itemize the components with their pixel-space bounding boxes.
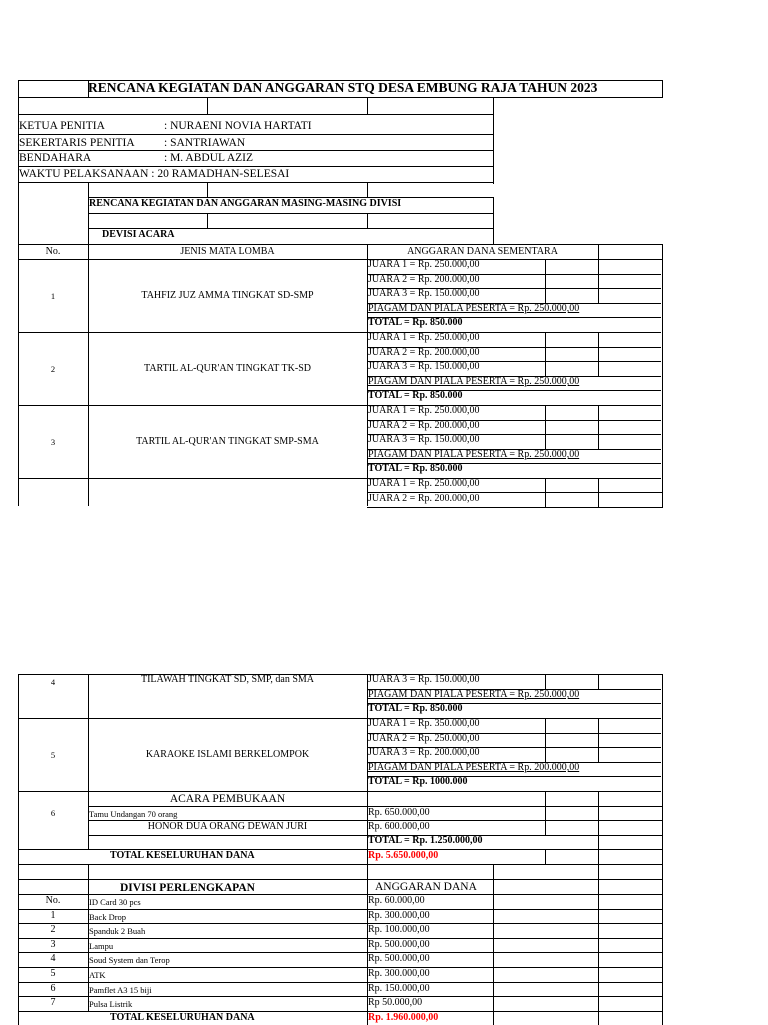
competition-name: TILAWAH TINGKAT SD, SMP, dan SMA: [140, 674, 314, 685]
competition-name: TARTIL AL-QUR'AN TINGKAT SMP-SMA: [136, 436, 319, 447]
grid-line: [662, 332, 663, 348]
item-number: 6: [50, 808, 56, 818]
row-number: 5: [50, 968, 56, 979]
grid-line: [662, 303, 663, 318]
grid-line: [18, 996, 663, 997]
col-header-anggaran-dana: ANGGARAN DANA: [375, 881, 477, 893]
grid-line: [18, 909, 663, 910]
grid-line: [598, 434, 599, 450]
grid-line: [545, 274, 546, 289]
col-header-no: No.: [45, 895, 61, 906]
grid-line: [18, 879, 663, 880]
grid-line: [662, 718, 663, 734]
equipment-value: Rp. 100.000,00: [368, 924, 430, 935]
grid-line: [662, 274, 663, 289]
grid-line: [598, 288, 599, 304]
grid-line: [662, 674, 663, 690]
grid-line: [545, 791, 546, 807]
grid-line: [545, 259, 546, 275]
grid-line: [598, 835, 599, 850]
grid-line: [545, 718, 546, 734]
grid-line: [662, 361, 663, 377]
budget-line: JUARA 3 = Rp. 200.000,00: [368, 747, 480, 758]
budget-line: PIAGAM DAN PIALA PESERTA = Rp. 250.000,00: [368, 449, 580, 460]
grid-line: [598, 332, 599, 348]
equipment-item: Lampu: [89, 941, 114, 951]
grid-line: [545, 347, 546, 362]
item-description: Tamu Undangan 70 orang: [89, 809, 178, 819]
grid-line: [88, 864, 89, 880]
row-number: 4: [50, 953, 56, 964]
grid-line: [662, 806, 663, 821]
budget-line: JUARA 2 = Rp. 200.000,00: [368, 274, 480, 285]
budget-line: PIAGAM DAN PIALA PESERTA = Rp. 250.000,00: [368, 376, 580, 387]
grid-line: [662, 463, 663, 479]
grid-line: [662, 376, 663, 391]
grand-total-value: Rp. 1.960.000,00: [368, 1012, 439, 1023]
grid-line: [545, 420, 546, 435]
equipment-value: Rp. 500.000,00: [368, 939, 430, 950]
grid-line: [598, 849, 599, 865]
grid-line: [598, 791, 599, 807]
budget-line: JUARA 1 = Rp. 250.000,00: [368, 405, 480, 416]
budget-line: PIAGAM DAN PIALA PESERTA = Rp. 250.000,00: [368, 689, 580, 700]
grid-line: [545, 674, 546, 690]
grid-line: [545, 478, 546, 493]
budget-line: TOTAL = Rp. 850.000: [368, 463, 463, 474]
grid-line: [18, 259, 663, 260]
grid-line: [367, 182, 368, 198]
grid-line: [598, 718, 599, 734]
equipment-value: Rp. 300.000,00: [368, 910, 430, 921]
grid-line: [88, 879, 89, 1012]
grid-line: [662, 835, 663, 850]
grid-line: [18, 864, 663, 865]
budget-line: TOTAL = Rp. 1000.000: [368, 776, 468, 787]
grid-line: [18, 938, 663, 939]
grid-line: [662, 864, 663, 880]
equipment-item: Pulsa Listrik: [89, 999, 133, 1009]
section-perlengkapan: DIVISI PERLENGKAPAN: [120, 882, 255, 894]
sekretaris-value: : SANTRIAWAN: [164, 137, 246, 149]
grid-line: [18, 478, 368, 479]
grid-line: [545, 288, 546, 304]
grid-line: [545, 492, 546, 508]
grid-line: [367, 507, 663, 508]
grid-line: [545, 806, 546, 821]
grid-line: [545, 405, 546, 421]
grand-total-label: TOTAL KESELURUHAN DANA: [110, 850, 255, 861]
grid-line: [662, 449, 663, 464]
ketua-label: KETUA PENITIA: [19, 120, 105, 132]
grid-line: [598, 478, 599, 493]
grid-line: [18, 97, 663, 98]
budget-line: Rp. 600.000,00: [368, 821, 430, 832]
equipment-item: Back Drop: [89, 912, 127, 922]
grid-line: [18, 952, 663, 953]
grid-line: [545, 820, 546, 836]
budget-line: JUARA 3 = Rp. 150.000,00: [368, 674, 480, 685]
grid-line: [598, 347, 599, 362]
grid-line: [598, 864, 599, 880]
budget-line: JUARA 2 = Rp. 200.000,00: [368, 420, 480, 431]
grid-line: [662, 791, 663, 807]
grid-line: [598, 806, 599, 821]
grid-line: [18, 894, 663, 895]
budget-line: PIAGAM DAN PIALA PESERTA = Rp. 200.000,00: [368, 762, 580, 773]
grid-line: [88, 213, 494, 214]
budget-line: TOTAL = Rp. 850.000: [368, 390, 463, 401]
equipment-item: ID Card 30 pcs: [89, 897, 141, 907]
grid-line: [662, 405, 663, 421]
grid-line: [662, 288, 663, 304]
grid-line: [662, 849, 663, 865]
grid-line: [598, 361, 599, 377]
budget-line: JUARA 1 = Rp. 250.000,00: [368, 259, 480, 270]
grid-line: [662, 820, 663, 836]
item-total: TOTAL = Rp. 1.250.000,00: [368, 835, 483, 846]
item-number: 3: [50, 437, 56, 447]
grid-line: [662, 689, 663, 704]
grid-line: [367, 97, 368, 115]
equipment-item: Pamflet A3 15 biji: [89, 985, 152, 995]
budget-line: JUARA 2 = Rp. 200.000,00: [368, 493, 480, 504]
grid-line: [662, 317, 663, 333]
equipment-value: Rp. 500.000,00: [368, 953, 430, 964]
grid-line: [662, 244, 663, 260]
row-number: 7: [50, 997, 56, 1008]
grid-line: [18, 967, 663, 968]
grid-line: [367, 864, 368, 880]
item-number: 2: [50, 364, 56, 374]
grid-line: [88, 244, 89, 506]
budget-line: JUARA 3 = Rp. 150.000,00: [368, 288, 480, 299]
grid-line: [18, 923, 663, 924]
equipment-value: Rp. 300.000,00: [368, 968, 430, 979]
grid-line: [493, 97, 494, 184]
competition-name: TAHFIZ JUZ AMMA TINGKAT SD-SMP: [141, 290, 314, 301]
budget-line: JUARA 2 = Rp. 250.000,00: [368, 733, 480, 744]
grid-line: [367, 791, 661, 792]
grid-line: [18, 332, 368, 333]
grid-line: [545, 849, 546, 865]
grid-line: [598, 420, 599, 435]
grid-line: [545, 747, 546, 763]
grid-line: [545, 434, 546, 450]
grid-line: [598, 747, 599, 763]
grid-line: [598, 733, 599, 748]
item-number: 5: [50, 750, 56, 760]
grid-line: [493, 864, 494, 880]
sekretaris-label: SEKERTARIS PENITIA: [19, 137, 135, 149]
ketua-value: : NURAENI NOVIA HARTATI: [164, 120, 312, 132]
equipment-value: Rp. 150.000,00: [368, 983, 430, 994]
grid-line: [662, 80, 663, 98]
row-number: 3: [50, 939, 56, 950]
grid-line: [662, 420, 663, 435]
grid-line: [662, 776, 663, 792]
grid-line: [18, 405, 368, 406]
grid-line: [662, 762, 663, 777]
row-number: 6: [50, 983, 56, 994]
document-title: RENCANA KEGIATAN DAN ANGGARAN STQ DESA EMBUNG RAJA TAHUN 2023: [88, 80, 598, 95]
grid-line: [662, 390, 663, 406]
equipment-value: Rp 50.000,00: [368, 997, 423, 1008]
grid-line: [545, 332, 546, 348]
item-description: HONOR DUA ORANG DEWAN JURI: [147, 821, 308, 832]
waktu-pelaksanaan: WAKTU PELAKSANAAN : 20 RAMADHAN-SELESAI: [19, 168, 290, 180]
grid-line: [367, 849, 368, 865]
grid-line: [662, 347, 663, 362]
equipment-item: Soud System dan Terop: [89, 955, 170, 965]
grid-line: [545, 361, 546, 377]
grid-line: [545, 733, 546, 748]
grid-line: [493, 197, 494, 245]
grand-total-label: TOTAL KESELURUHAN DANA: [110, 1012, 255, 1023]
grid-line: [598, 274, 599, 289]
budget-line: JUARA 3 = Rp. 150.000,00: [368, 361, 480, 372]
competition-name: TARTIL AL-QUR'AN TINGKAT TK-SD: [144, 363, 311, 374]
grid-line: [18, 244, 663, 245]
row-number: 2: [50, 924, 56, 935]
grid-line: [18, 182, 494, 183]
row-number: 1: [50, 910, 56, 921]
grid-line: [207, 97, 208, 115]
section-acara: DEVISI ACARA: [102, 229, 175, 240]
item-number: 4: [50, 677, 56, 687]
grid-line: [662, 478, 663, 493]
grid-line: [598, 259, 599, 275]
budget-line: JUARA 1 = Rp. 250.000,00: [368, 332, 480, 343]
budget-line: JUARA 3 = Rp. 150.000,00: [368, 434, 480, 445]
grid-line: [367, 213, 368, 229]
grid-line: [662, 492, 663, 508]
equipment-value: Rp. 60.000,00: [368, 895, 425, 906]
grid-line: [598, 244, 599, 260]
budget-line: JUARA 1 = Rp. 350.000,00: [368, 718, 480, 729]
col-header-anggaran: ANGGARAN DANA SEMENTARA: [407, 246, 558, 257]
acara-pembukaan-header: ACARA PEMBUKAAN: [169, 793, 286, 805]
grid-line: [598, 405, 599, 421]
grid-line: [598, 492, 599, 508]
grid-line: [662, 259, 663, 275]
grid-line: [662, 703, 663, 719]
subtitle: RENCANA KEGIATAN DAN ANGGARAN MASING-MASING DIVISI: [89, 198, 402, 209]
budget-line: JUARA 1 = Rp. 250.000,00: [368, 478, 480, 489]
grid-line: [662, 733, 663, 748]
col-header-no: No.: [45, 246, 61, 257]
equipment-item: Spanduk 2 Buah: [89, 926, 146, 936]
budget-line: TOTAL = Rp. 850.000: [368, 703, 463, 714]
budget-line: PIAGAM DAN PIALA PESERTA = Rp. 250.000,00: [368, 303, 580, 314]
equipment-item: ATK: [89, 970, 106, 980]
budget-line: Rp. 650.000,00: [368, 807, 430, 818]
grid-line: [598, 674, 599, 690]
competition-name: KARAOKE ISLAMI BERKELOMPOK: [145, 749, 310, 760]
item-number: 1: [50, 291, 56, 301]
grand-total-value: Rp. 5.650.000,00: [368, 850, 439, 861]
grid-line: [207, 213, 208, 229]
grid-line: [18, 114, 494, 115]
bendahara-label: BENDAHARA: [19, 152, 92, 164]
col-header-jenis: JENIS MATA LOMBA: [180, 246, 275, 257]
budget-line: JUARA 2 = Rp. 200.000,00: [368, 347, 480, 358]
grid-line: [662, 434, 663, 450]
grid-line: [662, 747, 663, 763]
budget-line: TOTAL = Rp. 850.000: [368, 317, 463, 328]
grid-line: [18, 134, 494, 135]
grid-line: [18, 982, 663, 983]
grid-line: [18, 718, 368, 719]
grid-line: [598, 820, 599, 836]
grid-line: [207, 182, 208, 198]
bendahara-value: : M. ABDUL AZIZ: [164, 152, 254, 164]
